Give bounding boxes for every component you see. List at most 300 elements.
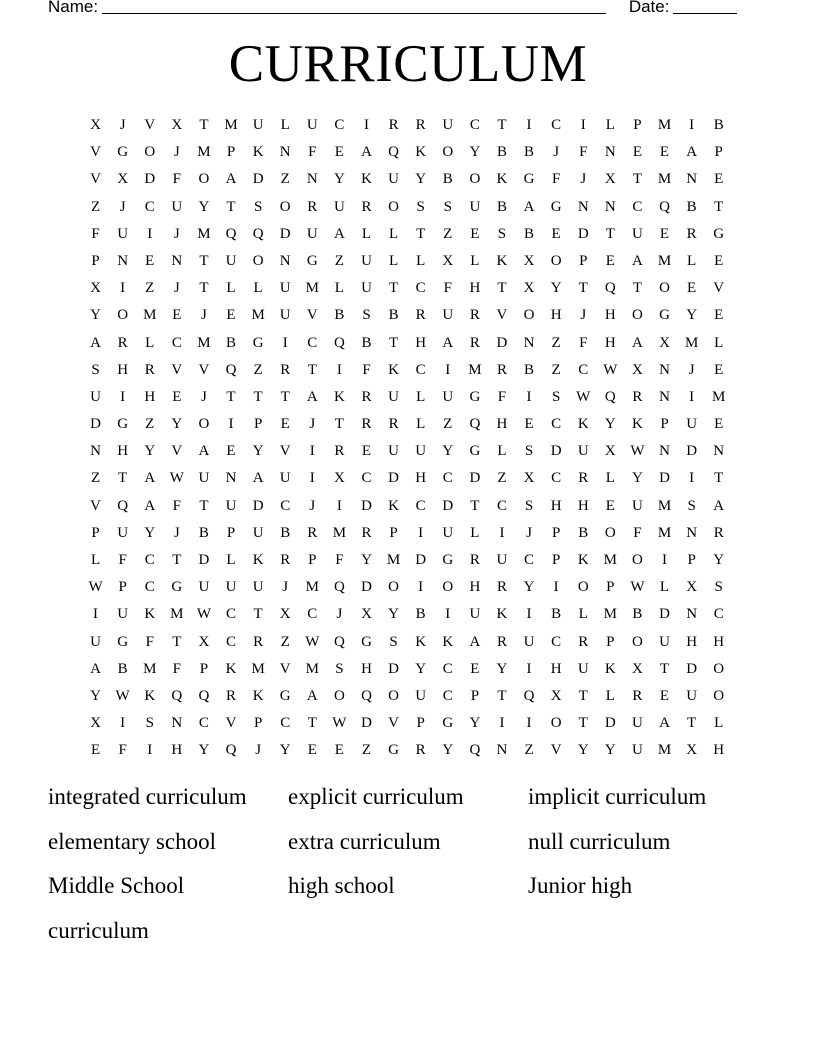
grid-letter[interactable]: A <box>225 171 237 188</box>
grid-letter[interactable]: S <box>362 307 371 324</box>
grid-letter[interactable]: Y <box>144 524 156 541</box>
grid-letter[interactable]: R <box>253 633 264 650</box>
grid-letter[interactable]: I <box>363 117 369 133</box>
grid-letter[interactable]: O <box>388 198 399 215</box>
grid-letter[interactable]: M <box>251 660 265 677</box>
grid-letter[interactable]: W <box>630 443 645 460</box>
grid-letter[interactable]: M <box>657 524 672 541</box>
grid-letter[interactable]: X <box>632 361 643 378</box>
grid-letter[interactable]: C <box>442 660 453 677</box>
grid-letter[interactable]: E <box>687 280 697 297</box>
grid-letter[interactable]: U <box>469 606 481 623</box>
grid-letter[interactable]: R <box>496 579 507 596</box>
grid-letter[interactable]: X <box>171 117 183 133</box>
grid-letter[interactable]: X <box>90 280 101 297</box>
grid-letter[interactable]: U <box>686 416 698 433</box>
grid-letter[interactable]: A <box>90 334 101 351</box>
grid-letter[interactable]: H <box>117 443 129 460</box>
grid-letter[interactable]: L <box>334 280 344 297</box>
grid-letter[interactable]: L <box>145 334 155 351</box>
grid-letter[interactable]: I <box>147 742 153 759</box>
grid-letter[interactable]: C <box>144 579 155 596</box>
grid-letter[interactable]: E <box>280 416 290 433</box>
grid-letter[interactable]: E <box>334 144 344 161</box>
grid-letter[interactable]: X <box>198 633 210 650</box>
grid-letter[interactable]: I <box>526 388 532 405</box>
grid-letter[interactable]: Q <box>117 497 129 514</box>
grid-letter[interactable]: U <box>333 198 345 215</box>
grid-letter[interactable]: O <box>550 715 562 732</box>
grid-letter[interactable]: X <box>523 470 535 487</box>
grid-letter[interactable]: X <box>523 252 535 269</box>
grid-letter[interactable]: D <box>279 225 291 242</box>
grid-letter[interactable]: I <box>526 715 532 732</box>
grid-letter[interactable]: G <box>469 388 481 405</box>
grid-letter[interactable]: Z <box>280 171 290 188</box>
grid-letter[interactable]: E <box>90 742 101 759</box>
grid-letter[interactable]: D <box>659 606 670 623</box>
grid-letter[interactable]: N <box>686 606 698 623</box>
grid-letter[interactable]: P <box>551 552 561 568</box>
grid-letter[interactable]: J <box>580 171 587 188</box>
grid-letter[interactable]: D <box>686 443 698 460</box>
grid-letter[interactable]: L <box>605 687 615 704</box>
grid-letter[interactable]: X <box>333 470 345 487</box>
grid-letter[interactable]: R <box>117 334 128 351</box>
grid-letter[interactable]: U <box>306 225 318 242</box>
grid-letter[interactable]: D <box>361 497 372 514</box>
grid-letter[interactable]: Z <box>253 361 263 378</box>
grid-letter[interactable]: N <box>659 388 670 405</box>
grid-letter[interactable]: T <box>226 198 236 215</box>
grid-letter[interactable]: A <box>523 198 535 215</box>
grid-letter[interactable]: F <box>118 552 127 568</box>
grid-letter[interactable]: W <box>115 687 130 704</box>
grid-letter[interactable]: S <box>714 579 723 596</box>
grid-letter[interactable]: C <box>469 117 480 133</box>
grid-letter[interactable]: T <box>253 606 263 623</box>
grid-letter[interactable]: Q <box>333 579 345 596</box>
grid-letter[interactable]: M <box>386 552 401 568</box>
grid-letter[interactable]: V <box>550 742 562 759</box>
grid-letter[interactable]: T <box>416 225 426 242</box>
grid-letter[interactable]: L <box>605 470 615 487</box>
grid-letter[interactable]: X <box>550 687 562 704</box>
grid-letter[interactable]: N <box>171 715 183 732</box>
grid-letter[interactable]: R <box>578 633 589 650</box>
grid-letter[interactable]: Y <box>713 552 725 568</box>
grid-letter[interactable]: M <box>657 497 672 514</box>
grid-letter[interactable]: S <box>497 225 507 242</box>
grid-letter[interactable]: O <box>442 144 454 161</box>
grid-letter[interactable]: C <box>307 606 318 623</box>
grid-letter[interactable]: M <box>143 307 157 324</box>
grid-letter[interactable]: M <box>251 307 265 324</box>
grid-letter[interactable]: J <box>119 117 126 133</box>
grid-letter[interactable]: O <box>442 579 454 596</box>
grid-letter[interactable]: U <box>117 225 129 242</box>
grid-letter[interactable]: Z <box>551 334 561 351</box>
grid-letter[interactable]: P <box>579 252 588 269</box>
grid-letter[interactable]: A <box>198 443 210 460</box>
grid-letter[interactable]: T <box>632 171 642 188</box>
grid-letter[interactable]: E <box>307 742 317 759</box>
grid-letter[interactable]: G <box>361 633 372 650</box>
grid-letter[interactable]: E <box>551 225 561 242</box>
grid-letter[interactable]: U <box>252 117 264 133</box>
grid-letter[interactable]: Y <box>604 742 616 759</box>
grid-letter[interactable]: Q <box>523 687 535 704</box>
grid-letter[interactable]: F <box>91 225 100 242</box>
grid-letter[interactable]: N <box>306 171 318 188</box>
grid-letter[interactable]: R <box>415 307 426 324</box>
grid-letter[interactable]: U <box>523 633 535 650</box>
grid-letter[interactable]: J <box>553 144 560 161</box>
grid-letter[interactable]: X <box>523 280 535 297</box>
grid-letter[interactable]: M <box>603 606 617 623</box>
grid-letter[interactable]: C <box>551 633 562 650</box>
grid-letter[interactable]: Q <box>659 198 670 215</box>
grid-letter[interactable]: I <box>120 280 126 297</box>
grid-letter[interactable]: U <box>632 742 643 759</box>
grid-letter[interactable]: K <box>144 687 156 704</box>
grid-letter[interactable]: C <box>334 117 345 133</box>
grid-letter[interactable]: Y <box>523 579 535 596</box>
grid-letter[interactable]: C <box>632 198 643 215</box>
grid-letter[interactable]: P <box>416 715 425 732</box>
grid-letter[interactable]: R <box>469 552 480 568</box>
grid-letter[interactable]: B <box>280 524 291 541</box>
grid-letter[interactable]: Z <box>443 416 453 433</box>
grid-letter[interactable]: P <box>606 579 615 596</box>
grid-letter[interactable]: L <box>497 443 507 460</box>
grid-letter[interactable]: A <box>713 497 725 514</box>
grid-letter[interactable]: A <box>333 225 345 242</box>
grid-letter[interactable]: C <box>551 117 562 133</box>
grid-letter[interactable]: K <box>388 361 399 378</box>
grid-letter[interactable]: E <box>659 144 670 161</box>
grid-letter[interactable]: C <box>226 606 237 623</box>
grid-letter[interactable]: N <box>523 334 535 351</box>
grid-letter[interactable]: X <box>686 742 698 759</box>
grid-letter[interactable]: G <box>469 443 481 460</box>
grid-letter[interactable]: C <box>361 470 372 487</box>
grid-letter[interactable]: I <box>309 443 315 460</box>
grid-letter[interactable]: M <box>143 660 157 677</box>
grid-letter[interactable]: S <box>145 715 154 732</box>
grid-letter[interactable]: L <box>226 552 236 568</box>
grid-letter[interactable]: U <box>632 715 643 732</box>
grid-letter[interactable]: D <box>604 715 616 732</box>
grid-letter[interactable]: Y <box>361 552 372 568</box>
grid-letter[interactable]: E <box>470 225 480 242</box>
grid-letter[interactable]: F <box>118 742 127 759</box>
grid-letter[interactable]: U <box>279 307 291 324</box>
grid-letter[interactable]: Y <box>442 742 454 759</box>
grid-letter[interactable]: K <box>415 144 427 161</box>
grid-letter[interactable]: R <box>226 687 237 704</box>
grid-letter[interactable]: P <box>199 660 209 677</box>
grid-letter[interactable]: Z <box>90 198 101 215</box>
grid-letter[interactable]: J <box>173 225 180 242</box>
grid-letter[interactable]: N <box>713 443 725 460</box>
grid-letter[interactable]: U <box>252 524 264 541</box>
grid-letter[interactable]: C <box>280 715 291 732</box>
grid-letter[interactable]: R <box>632 388 643 405</box>
grid-letter[interactable]: U <box>577 443 589 460</box>
grid-letter[interactable]: U <box>577 660 589 677</box>
grid-letter[interactable]: T <box>199 252 209 269</box>
grid-letter[interactable]: W <box>603 361 618 378</box>
grid-letter[interactable]: S <box>416 198 425 215</box>
grid-letter[interactable]: P <box>389 524 398 541</box>
grid-letter[interactable]: L <box>226 280 236 297</box>
grid-letter[interactable]: I <box>689 470 695 487</box>
grid-letter[interactable]: P <box>226 524 236 541</box>
grid-letter[interactable]: K <box>361 171 372 188</box>
grid-letter[interactable]: F <box>172 171 181 188</box>
grid-letter[interactable]: M <box>224 117 238 133</box>
grid-letter[interactable]: F <box>172 497 181 514</box>
grid-letter[interactable]: G <box>442 715 454 732</box>
grid-letter[interactable]: E <box>226 443 236 460</box>
grid-letter[interactable]: C <box>578 361 589 378</box>
grid-letter[interactable]: W <box>332 715 347 732</box>
grid-letter[interactable]: L <box>470 252 480 269</box>
grid-letter[interactable]: C <box>415 280 426 297</box>
grid-letter[interactable]: M <box>468 361 482 378</box>
grid-letter[interactable]: I <box>499 524 505 541</box>
grid-letter[interactable]: E <box>226 307 236 324</box>
grid-letter[interactable]: Q <box>469 416 481 433</box>
grid-letter[interactable]: D <box>415 552 427 568</box>
grid-letter[interactable]: T <box>605 225 615 242</box>
grid-letter[interactable]: B <box>334 307 345 324</box>
grid-letter[interactable]: C <box>307 334 318 351</box>
grid-letter[interactable]: N <box>659 443 670 460</box>
grid-letter[interactable]: I <box>147 225 153 242</box>
grid-letter[interactable]: S <box>524 497 534 514</box>
grid-letter[interactable]: Q <box>604 388 616 405</box>
grid-letter[interactable]: T <box>714 198 724 215</box>
grid-letter[interactable]: G <box>388 742 399 759</box>
grid-letter[interactable]: H <box>144 388 156 405</box>
grid-letter[interactable]: P <box>253 416 263 433</box>
grid-letter[interactable]: V <box>144 117 156 133</box>
grid-letter[interactable]: Y <box>632 470 643 487</box>
grid-letter[interactable]: K <box>632 416 643 433</box>
grid-letter[interactable]: N <box>117 252 129 269</box>
grid-letter[interactable]: X <box>90 117 101 133</box>
grid-letter[interactable]: L <box>253 280 263 297</box>
grid-letter[interactable]: E <box>714 416 724 433</box>
grid-letter[interactable]: R <box>361 198 372 215</box>
grid-letter[interactable]: W <box>576 388 591 405</box>
grid-letter[interactable]: W <box>305 633 320 650</box>
grid-letter[interactable]: E <box>714 171 724 188</box>
grid-letter[interactable]: S <box>687 497 696 514</box>
grid-letter[interactable]: Z <box>497 470 507 487</box>
grid-letter[interactable]: B <box>713 117 724 133</box>
grid-letter[interactable]: S <box>91 361 100 378</box>
grid-letter[interactable]: Y <box>144 443 156 460</box>
grid-letter[interactable]: K <box>252 144 264 161</box>
grid-letter[interactable]: R <box>361 416 372 433</box>
grid-letter[interactable]: U <box>442 388 454 405</box>
grid-letter[interactable]: A <box>252 470 264 487</box>
grid-letter[interactable]: O <box>659 280 670 297</box>
grid-letter[interactable]: J <box>173 144 180 161</box>
grid-letter[interactable]: R <box>307 524 318 541</box>
grid-letter[interactable]: R <box>361 524 372 541</box>
grid-letter[interactable]: Q <box>225 225 237 242</box>
grid-letter[interactable]: B <box>117 660 128 677</box>
grid-letter[interactable]: A <box>90 660 101 677</box>
grid-letter[interactable]: P <box>606 633 615 650</box>
grid-letter[interactable]: X <box>632 660 643 677</box>
grid-letter[interactable]: N <box>604 144 616 161</box>
grid-letter[interactable]: Y <box>496 660 508 677</box>
grid-letter[interactable]: K <box>333 388 345 405</box>
grid-letter[interactable]: U <box>686 687 698 704</box>
grid-letter[interactable]: B <box>361 334 372 351</box>
grid-letter[interactable]: D <box>361 715 372 732</box>
grid-letter[interactable]: B <box>524 225 535 242</box>
grid-letter[interactable]: M <box>684 334 699 351</box>
grid-letter[interactable]: Z <box>334 252 344 269</box>
grid-letter[interactable]: O <box>198 416 210 433</box>
grid-letter[interactable]: V <box>713 280 725 297</box>
grid-letter[interactable]: L <box>416 388 426 405</box>
grid-letter[interactable]: F <box>335 552 344 568</box>
grid-letter[interactable]: S <box>524 443 534 460</box>
grid-letter[interactable]: C <box>144 198 155 215</box>
grid-letter[interactable]: D <box>469 470 481 487</box>
grid-letter[interactable]: U <box>306 117 318 133</box>
grid-letter[interactable]: N <box>686 524 698 541</box>
grid-letter[interactable]: R <box>632 687 643 704</box>
grid-letter[interactable]: E <box>659 687 670 704</box>
grid-letter[interactable]: O <box>713 687 725 704</box>
grid-letter[interactable]: R <box>415 117 426 133</box>
grid-letter[interactable]: O <box>632 633 643 650</box>
grid-letter[interactable]: U <box>388 443 399 460</box>
grid-letter[interactable]: Q <box>225 361 237 378</box>
grid-letter[interactable]: N <box>577 198 589 215</box>
grid-letter[interactable]: E <box>605 252 615 269</box>
grid-letter[interactable]: A <box>442 334 454 351</box>
grid-letter[interactable]: M <box>657 171 672 188</box>
grid-letter[interactable]: T <box>659 660 670 677</box>
grid-letter[interactable]: O <box>469 171 481 188</box>
grid-letter[interactable]: D <box>659 470 670 487</box>
grid-letter[interactable]: K <box>442 633 454 650</box>
grid-letter[interactable]: E <box>632 144 642 161</box>
grid-letter[interactable]: Y <box>198 742 210 759</box>
grid-letter[interactable]: H <box>171 742 183 759</box>
grid-letter[interactable]: S <box>253 198 263 215</box>
grid-letter[interactable]: B <box>551 606 562 623</box>
grid-letter[interactable]: T <box>714 470 724 487</box>
grid-letter[interactable]: I <box>309 470 315 487</box>
grid-letter[interactable]: X <box>604 443 616 460</box>
grid-letter[interactable]: K <box>415 633 427 650</box>
grid-letter[interactable]: C <box>415 497 426 514</box>
grid-letter[interactable]: G <box>523 171 535 188</box>
grid-letter[interactable]: Q <box>361 687 372 704</box>
grid-letter[interactable]: T <box>632 280 642 297</box>
grid-letter[interactable]: B <box>442 171 453 188</box>
grid-letter[interactable]: J <box>255 742 262 759</box>
grid-letter[interactable]: E <box>659 225 670 242</box>
grid-letter[interactable]: D <box>388 470 399 487</box>
grid-letter[interactable]: A <box>632 334 643 351</box>
grid-letter[interactable]: J <box>309 497 316 514</box>
grid-letter[interactable]: G <box>306 252 318 269</box>
grid-letter[interactable]: Z <box>280 633 290 650</box>
grid-letter[interactable]: C <box>198 715 209 732</box>
grid-letter[interactable]: G <box>117 416 129 433</box>
grid-letter[interactable]: Z <box>145 416 155 433</box>
grid-letter[interactable]: Y <box>442 443 454 460</box>
grid-letter[interactable]: T <box>307 715 317 732</box>
grid-letter[interactable]: M <box>305 579 319 596</box>
grid-letter[interactable]: R <box>469 307 480 324</box>
grid-letter[interactable]: N <box>90 443 101 460</box>
grid-letter[interactable]: V <box>90 144 101 161</box>
grid-letter[interactable]: G <box>279 687 291 704</box>
grid-letter[interactable]: V <box>171 443 183 460</box>
grid-letter[interactable]: R <box>415 742 426 759</box>
grid-letter[interactable]: V <box>279 660 291 677</box>
grid-letter[interactable]: I <box>93 606 99 623</box>
grid-letter[interactable]: T <box>172 552 182 568</box>
grid-letter[interactable]: E <box>334 742 344 759</box>
grid-letter[interactable]: H <box>361 660 372 677</box>
grid-letter[interactable]: L <box>714 334 724 351</box>
grid-letter[interactable]: O <box>279 198 291 215</box>
grid-letter[interactable]: N <box>496 742 508 759</box>
grid-letter[interactable]: G <box>252 334 264 351</box>
grid-letter[interactable]: R <box>307 198 318 215</box>
grid-letter[interactable]: G <box>171 579 183 596</box>
grid-letter[interactable]: J <box>173 280 180 297</box>
grid-letter[interactable]: T <box>497 280 507 297</box>
grid-letter[interactable]: K <box>496 606 508 623</box>
grid-letter[interactable]: Q <box>333 334 345 351</box>
grid-letter[interactable]: I <box>526 606 532 623</box>
grid-letter[interactable]: Z <box>145 280 155 297</box>
grid-letter[interactable]: P <box>660 416 669 433</box>
grid-letter[interactable]: T <box>199 497 209 514</box>
grid-letter[interactable]: G <box>659 307 670 324</box>
grid-letter[interactable]: R <box>713 524 724 541</box>
grid-letter[interactable]: G <box>713 225 725 242</box>
grid-letter[interactable]: P <box>714 144 723 161</box>
grid-letter[interactable]: C <box>144 552 155 568</box>
grid-letter[interactable]: K <box>388 497 399 514</box>
grid-letter[interactable]: I <box>120 715 126 732</box>
grid-letter[interactable]: Y <box>469 715 481 732</box>
grid-letter[interactable]: O <box>632 552 643 568</box>
grid-letter[interactable]: M <box>332 524 347 541</box>
grid-letter[interactable]: O <box>550 252 562 269</box>
grid-letter[interactable]: G <box>117 144 129 161</box>
grid-letter[interactable]: O <box>713 660 725 677</box>
grid-letter[interactable]: Y <box>333 171 345 188</box>
grid-letter[interactable]: I <box>662 552 668 568</box>
grid-letter[interactable]: E <box>361 443 372 460</box>
